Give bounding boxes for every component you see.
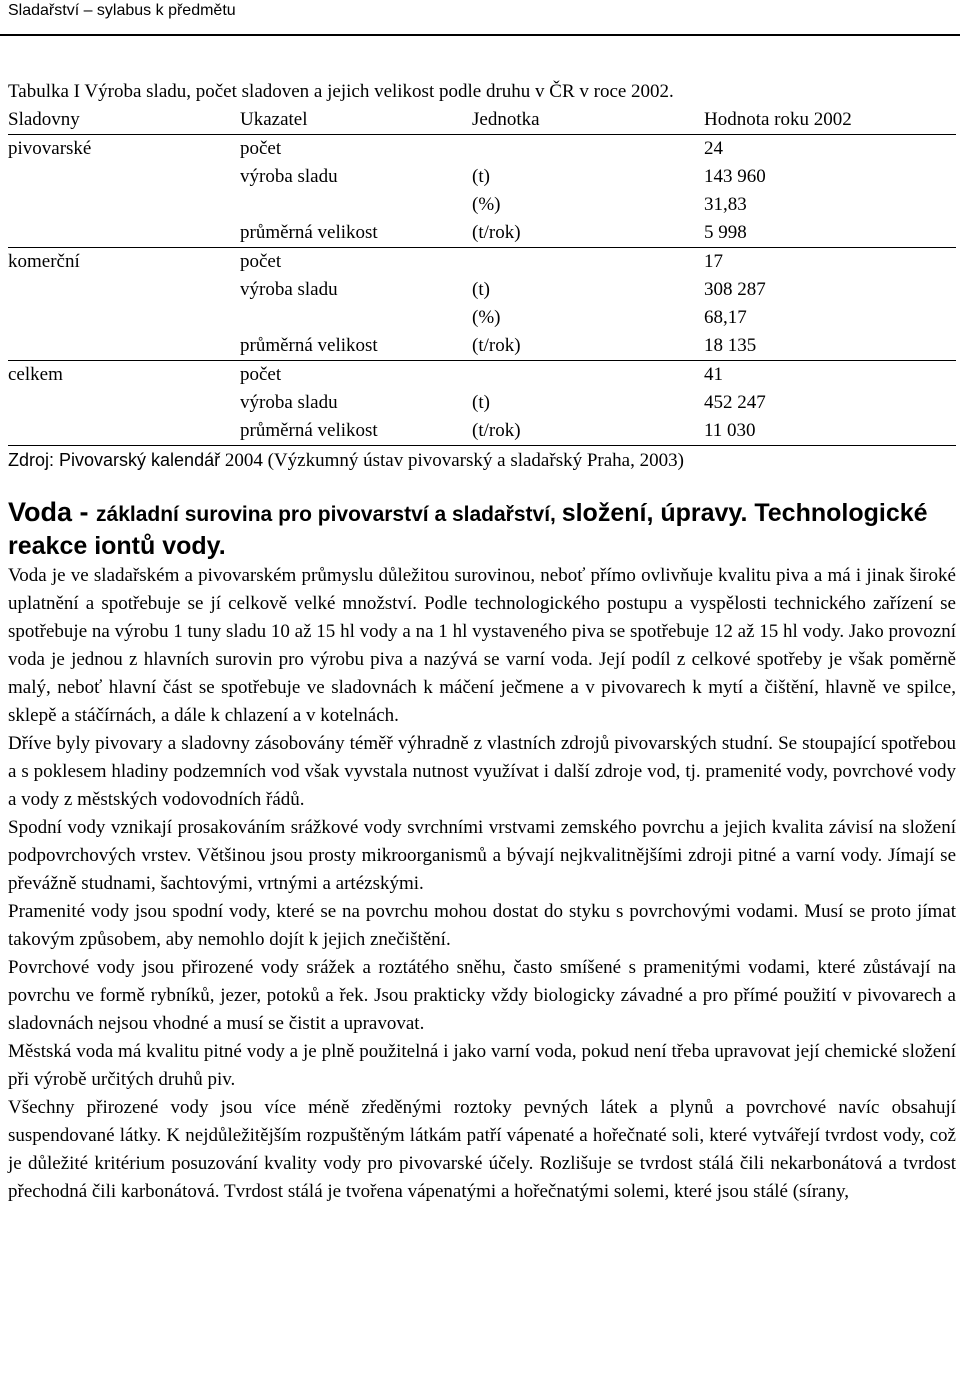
unit-cell: (%) [472, 307, 501, 328]
malt-production-table [8, 106, 956, 445]
group-name-cell: komerční [8, 248, 240, 277]
source-text: 2004 (Výzkumný ústav pivovarský a sladařský Praha, 2003) [220, 450, 684, 471]
value-cell: 41 [704, 361, 956, 390]
indicator-cell: počet [240, 361, 472, 390]
heading-part-c: složení, úpravy. Technologické reakce iontů vody. [8, 499, 928, 560]
group-name-cell: pivovarské [8, 135, 240, 164]
table-source [8, 445, 956, 475]
body-paragraph: Spodní vody vznikají prosakováním srážkové vody svrchními vrstvami zemského povrchu a jejich kvalita závisí na složení podpovrchových vrstev. Většinou jsou prosty mikroorganismů a bývají nejkvalitnějšími zdroji pitné a varní vody. Jímají se převážně studnami, šachtovými, vrtnými a artézskými. [8, 817, 956, 894]
table-row [8, 276, 956, 304]
value-cell: 11 030 [704, 420, 756, 441]
indicator-cell: průměrná velikost [240, 222, 378, 243]
indicator-cell: počet [240, 135, 472, 164]
column-header: Hodnota roku 2002 [704, 109, 852, 130]
table-row [8, 304, 956, 332]
empty-cell [8, 276, 240, 304]
indicator-cell: počet [240, 248, 472, 277]
value-cell: 68,17 [704, 307, 747, 328]
indicator-cell: výroba sladu [240, 392, 338, 413]
unit-cell [472, 361, 704, 390]
indicator-cell: průměrná velikost [240, 420, 378, 441]
empty-cell [8, 389, 240, 417]
body-paragraph: Dříve byly pivovary a sladovny zásobovány téměř výhradně z vlastních zdrojů pivovarských studní. Se stoupající spotřebou a s poklesem hladiny podzemních vod však vyvstala nutnost využívat i další zdroje vod, tj. pramenité vody, povrchové vody a vody z městských vodovodních řádů. [8, 733, 956, 810]
empty-cell [8, 219, 240, 248]
table-row [8, 389, 956, 417]
empty-cell [8, 163, 240, 191]
body-paragraph: Pramenité vody jsou spodní vody, které se na povrchu mohou dostat do styku s povrchovými vodami. Musí se proto jímat takovým způsobem, aby nemohlo dojít k jejich znečištění. [8, 901, 956, 950]
value-cell: 18 135 [704, 335, 757, 356]
table-row [8, 219, 956, 248]
empty-cell [8, 332, 240, 361]
body-paragraph: Všechny přirozené vody jsou více méně zředěnými roztoky pevných látek a plynů a povrchové navíc obsahují suspendované látky. K nejdůležitějším rozpuštěným látkám patří vápenaté a hořečnaté soli, které vytvářejí tvrdost vody, což je důležité kritérium posuzování kvality vody pro pivovarské účely. Rozlišuje se tvrdost stálá čili nekarbonátová a tvrdost přechodná čili karbonátová. Tvrdost stálá je tvořena vápenatými a hořečnatými solemi, které jsou stálé (sírany, [8, 1097, 956, 1202]
table-row [8, 417, 956, 445]
table-row [8, 332, 956, 361]
heading-part-b: základní surovina pro pivovarství a sladařství, [96, 503, 562, 526]
body-paragraph: Městská voda má kvalitu pitné vody a je plně použitelná i jako varní voda, pokud není třeba upravovat její chemické složení při výrobě určitých druhů piv. [8, 1041, 956, 1090]
unit-cell [472, 135, 704, 164]
column-header: Jednotka [472, 109, 540, 130]
value-cell: 308 287 [704, 279, 766, 300]
empty-cell [8, 191, 240, 219]
body-paragraph: Voda je ve sladařském a pivovarském průmyslu důležitou surovinou, neboť přímo ovlivňuje kvalitu piva a má i jinak široké uplatnění a spotřebuje se jí celkově velké množství. Podle technologického postupu a vyspělosti technického zařízení se spotřebuje na výrobu 1 tuny sladu 10 až 15 hl vody a na 1 hl vystaveného piva se spotřebuje 12 až 15 hl vody. Jako provozní voda je jednou z hlavních surovin pro výrobu piva a nazývá se varní voda. Její podíl z celkové spotřeby je však poměrně malý, neboť hlavní část se spotřebuje ve sladovnách k máčení ječmene a v pivovarech k mytí a čištění, hlavně ve spilce, sklepě a stáčírnách, a dále k chlazení a v kotelnách. [8, 565, 956, 726]
indicator-cell [240, 191, 472, 219]
table-row [8, 163, 956, 191]
unit-cell: (t/rok) [472, 335, 521, 356]
column-header: Ukazatel [240, 109, 308, 130]
unit-cell: (t) [472, 166, 490, 187]
unit-cell: (t/rok) [472, 420, 521, 441]
value-cell: 143 960 [704, 166, 766, 187]
running-header: Sladařství – sylabus k předmětu [8, 2, 236, 19]
column-header: Sladovny [8, 109, 80, 130]
table-body [8, 106, 956, 445]
indicator-cell: průměrná velikost [240, 335, 378, 356]
group-name-cell: celkem [8, 361, 240, 390]
value-cell: 24 [704, 135, 956, 164]
table-row [8, 135, 956, 164]
unit-cell: (%) [472, 194, 501, 215]
section-heading [8, 497, 956, 562]
value-cell: 452 247 [704, 392, 766, 413]
value-cell: 17 [704, 248, 956, 277]
value-cell: 31,83 [704, 194, 747, 215]
indicator-cell [240, 304, 472, 332]
table-caption: Tabulka I Výroba sladu, počet sladoven a jejich velikost podle druhu v ČR v roce 2002. [8, 81, 674, 102]
value-cell: 5 998 [704, 222, 747, 243]
source-label: Zdroj: Pivovarský kalendář [8, 450, 221, 470]
heading-part-a: Voda - [8, 497, 97, 527]
table-row [8, 191, 956, 219]
table-row [8, 361, 956, 390]
unit-cell: (t/rok) [472, 222, 521, 243]
body-paragraph: Povrchové vody jsou přirozené vody srážek a roztátého sněhu, často smíšené s pramenitými vodami, které zůstávají na povrchu ve formě rybníků, jezer, potoků a řek. Jsou prakticky vždy biologicky závadné a pro přímé použití v pivovarech a sladovnách nejsou vhodné a musí se čistit a upravovat. [8, 957, 956, 1034]
unit-cell: (t) [472, 279, 490, 300]
empty-cell [8, 417, 240, 445]
table-header-row [8, 106, 956, 135]
indicator-cell: výroba sladu [240, 279, 338, 300]
unit-cell [472, 248, 704, 277]
table-row [8, 248, 956, 277]
header-divider [0, 34, 960, 36]
indicator-cell: výroba sladu [240, 166, 338, 187]
document-body [8, 78, 956, 1206]
unit-cell: (t) [472, 392, 490, 413]
empty-cell [8, 304, 240, 332]
paragraphs [8, 562, 956, 1206]
